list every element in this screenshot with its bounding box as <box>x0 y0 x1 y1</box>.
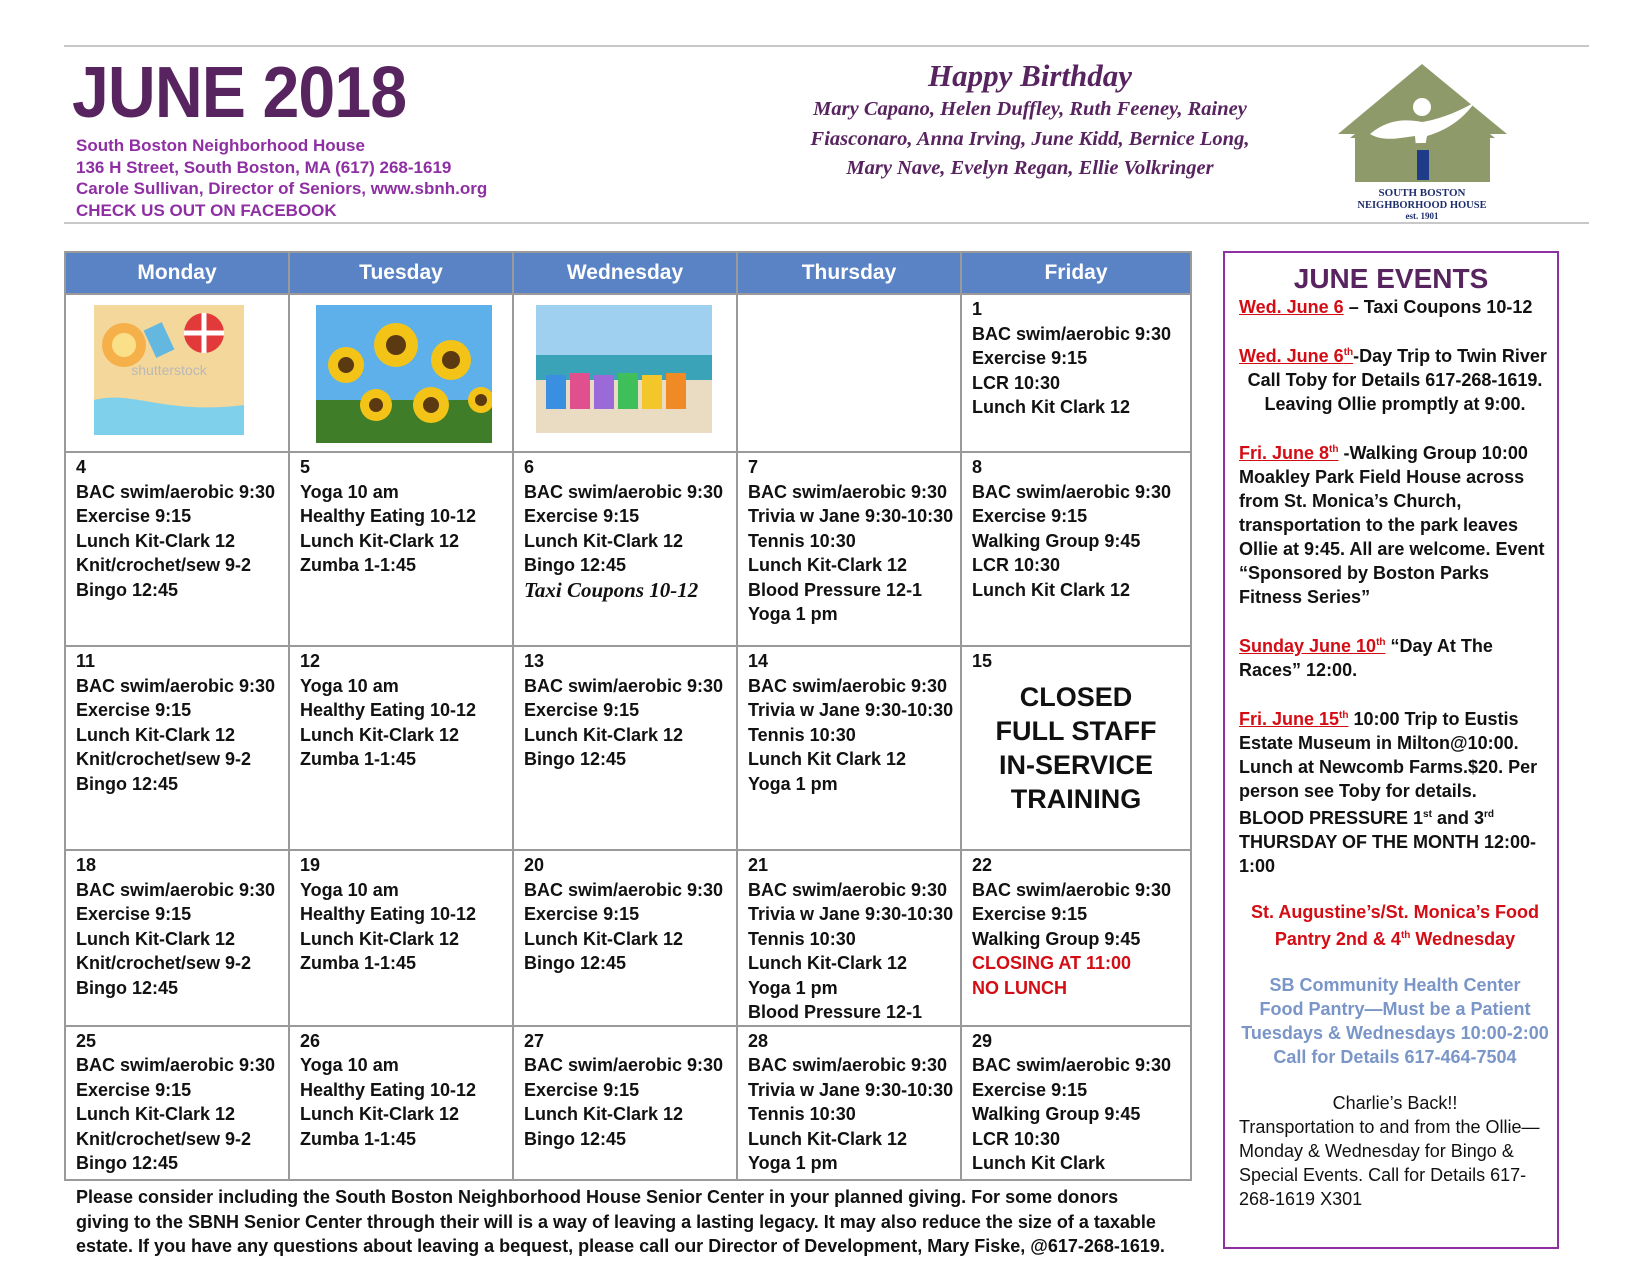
activity: BAC swim/aerobic 9:30 <box>748 481 948 502</box>
cell-week4-thursday <box>737 850 961 1026</box>
org-name: South Boston Neighborhood House <box>76 136 365 155</box>
activity: Exercise 9:15 <box>524 1079 640 1100</box>
activity: Knit/crochet/sew 9-2 <box>76 1128 252 1149</box>
activity: BAC swim/aerobic 9:30 <box>524 675 724 696</box>
activity: BAC swim/aerobic 9:30 <box>524 481 724 502</box>
date-number: 22 <box>972 855 993 875</box>
activity: Zumba 1-1:45 <box>300 749 417 769</box>
activity: Exercise 9:15 <box>972 904 1088 924</box>
date-number: 6 <box>524 457 535 477</box>
charlie-line: 268-1619 X301 <box>1239 1189 1363 1209</box>
event-date-sup: th <box>1343 347 1354 358</box>
event-detail: Moakley Park Field House across <box>1239 467 1525 487</box>
event-date-sup: th <box>1339 710 1349 721</box>
event-taxi-coupons <box>1225 295 1557 319</box>
footer-line: giving to the SBNH Senior Center through their will is a way of leaving a lasting legacy. It may also reduce the size of a taxable <box>76 1211 1156 1232</box>
activity: Lunch Kit-Clark 12 <box>748 953 908 973</box>
event-text: -Walking Group 10:00 <box>1338 443 1528 463</box>
date-number: 25 <box>76 1030 97 1051</box>
activity: Exercise 9:15 <box>76 1079 192 1100</box>
event-day-at-races <box>1225 631 1557 682</box>
charlie-line: Special Events. Call for Details 617- <box>1239 1165 1527 1185</box>
event-text: -Day Trip to Twin River <box>1353 346 1547 366</box>
activity: Tennis 10:30 <box>748 928 856 949</box>
bp-text: and 3 <box>1431 808 1484 828</box>
activity: Healthy Eating 10-12 <box>300 1079 477 1100</box>
cell-week1-tuesday <box>289 294 513 452</box>
cell-week5-monday <box>65 1026 289 1180</box>
cell-week5-tuesday <box>289 1026 513 1180</box>
page-title: JUNE 2018 <box>72 53 407 133</box>
activity: Knit/crochet/sew 9-2 <box>76 555 252 575</box>
activity: Tennis 10:30 <box>748 724 856 745</box>
activity: Zumba 1-1:45 <box>300 555 417 575</box>
event-detail: Fitness Series” <box>1239 587 1371 607</box>
birthday-names-3: Mary Nave, Evelyn Regan, Ellie Volkringer <box>846 157 1214 179</box>
activity: Lunch Kit-Clark 12 <box>524 928 684 949</box>
event-date: Wed. June 6 <box>1239 297 1344 317</box>
activity: Yoga 10 am <box>300 481 399 502</box>
activity: Exercise 9:15 <box>524 700 640 720</box>
header-tuesday: Tuesday <box>289 252 513 294</box>
activity: Bingo 12:45 <box>76 1153 179 1173</box>
activity: Lunch Kit Clark <box>972 1153 1106 1173</box>
activity: BAC swim/aerobic 9:30 <box>972 879 1172 900</box>
activity: Lunch Kit-Clark 12 <box>300 530 460 551</box>
charlie-title: Charlie’s Back!! <box>1332 1093 1458 1113</box>
birthday-names-1: Mary Capano, Helen Duffley, Ruth Feeney, Rainey <box>813 98 1247 120</box>
birthday-block <box>760 58 1300 183</box>
event-date <box>1239 443 1338 463</box>
activity: LCR 10:30 <box>972 1128 1061 1149</box>
date-number: 8 <box>972 457 983 477</box>
date-number: 19 <box>300 855 321 875</box>
event-detail: Lunch at Newcomb Farms.$20. Per <box>1239 757 1538 777</box>
activity: BAC swim/aerobic 9:30 <box>748 879 948 900</box>
event-detail: Call Toby for Details 617-268-1619. <box>1247 370 1543 390</box>
pantry-text: Wednesday <box>1410 929 1516 949</box>
activity: Zumba 1-1:45 <box>300 1128 417 1149</box>
event-date-text: Sunday June 10 <box>1239 636 1377 656</box>
date-number: 11 <box>76 651 96 671</box>
date-number: 5 <box>300 457 311 477</box>
activity: Lunch Kit-Clark 12 <box>76 1104 236 1124</box>
activity: Knit/crochet/sew 9-2 <box>76 749 252 769</box>
logo-line-1: SOUTH BOSTON <box>1378 187 1466 199</box>
event-date-text: Fri. June 15 <box>1239 709 1340 729</box>
header-thursday: Thursday <box>737 252 961 294</box>
bp-sup: st <box>1423 809 1432 820</box>
event-detail: 1:00 <box>1239 856 1276 876</box>
cell-week3-thursday <box>737 646 961 850</box>
health-line: Tuesdays & Wednesdays 10:00-2:00 <box>1241 1023 1549 1043</box>
beach-umbrella-image <box>94 305 244 435</box>
cell-week2-tuesday <box>289 452 513 646</box>
pantry-text: Pantry 2nd & 4 <box>1274 929 1401 949</box>
event-detail: THURSDAY OF THE MONTH 12:00- <box>1239 832 1537 852</box>
closed-line: FULL STAFF <box>995 715 1157 746</box>
event-text: “Day At The <box>1385 636 1493 656</box>
planned-giving-note <box>76 1185 1176 1259</box>
logo-line-3: est. 1901 <box>1405 211 1439 221</box>
event-detail: Races” 12:00. <box>1239 660 1358 680</box>
header-monday: Monday <box>65 252 289 294</box>
activity: Bingo 12:45 <box>76 579 179 600</box>
activity: Lunch Kit-Clark 12 <box>524 724 684 745</box>
activity: Lunch Kit Clark 12 <box>972 397 1131 417</box>
activity: Bingo 12:45 <box>76 977 179 998</box>
activity: LCR 10:30 <box>972 372 1061 393</box>
event-date-sup: th <box>1329 444 1339 455</box>
pantry-line: St. Augustine’s/St. Monica’s Food <box>1250 902 1539 922</box>
activity: Lunch Kit-Clark 12 <box>300 724 460 745</box>
date-number: 1 <box>972 299 983 319</box>
closed-line: TRAINING <box>1010 783 1142 814</box>
activity: Lunch Kit-Clark 12 <box>748 555 908 575</box>
closed-line: CLOSED <box>1019 681 1133 712</box>
event-date-sup: th <box>1376 637 1386 648</box>
blood-pressure-note <box>1239 803 1551 830</box>
activity: Trivia w Jane 9:30-10:30 <box>748 700 954 720</box>
activity: BAC swim/aerobic 9:30 <box>972 323 1172 344</box>
header-friday: Friday <box>961 252 1191 294</box>
top-divider <box>64 45 1589 47</box>
activity: BAC swim/aerobic 9:30 <box>524 879 724 900</box>
activity: Knit/crochet/sew 9-2 <box>76 953 252 973</box>
event-detail: “Sponsored by Boston Parks <box>1239 563 1490 583</box>
header-wednesday: Wednesday <box>513 252 737 294</box>
cell-week3-tuesday <box>289 646 513 850</box>
date-number: 21 <box>748 855 769 875</box>
cell-week1-monday <box>65 294 289 452</box>
activity: BAC swim/aerobic 9:30 <box>972 1055 1172 1075</box>
cell-week1-wednesday <box>513 294 737 452</box>
activity: Yoga 10 am <box>300 1055 399 1075</box>
date-number: 13 <box>524 651 545 671</box>
activity: Lunch Kit-Clark 12 <box>748 1128 908 1149</box>
activity: Yoga 1 pm <box>748 604 838 624</box>
food-pantry-note <box>1225 900 1557 951</box>
date-number: 14 <box>748 651 769 671</box>
activity: Lunch Kit-Clark 12 <box>300 928 460 949</box>
taxi-coupons-note: Taxi Coupons 10-12 <box>524 577 699 602</box>
birthday-heading: Happy Birthday <box>927 58 1133 93</box>
date-number: 29 <box>972 1030 993 1051</box>
date-number: 4 <box>76 457 87 477</box>
activity: Yoga 10 am <box>300 675 399 696</box>
event-eustis-trip <box>1225 704 1557 878</box>
activity: Tennis 10:30 <box>748 1104 856 1124</box>
activity: Lunch Kit Clark 12 <box>972 579 1131 600</box>
activity: Blood Pressure 12-1 <box>748 1002 923 1022</box>
date-number: 18 <box>76 855 97 875</box>
health-line: SB Community Health Center <box>1269 975 1521 995</box>
activity: Lunch Kit-Clark 12 <box>76 724 236 745</box>
activity: Walking Group 9:45 <box>972 1104 1141 1124</box>
activity: Lunch Kit-Clark 12 <box>524 1104 684 1124</box>
event-date-text: Wed. June 6 <box>1239 346 1344 366</box>
activity: Lunch Kit-Clark 12 <box>76 928 236 949</box>
date-number: 26 <box>300 1030 321 1051</box>
cell-week3-wednesday <box>513 646 737 850</box>
charlie-note <box>1225 1091 1557 1211</box>
sunflowers-image <box>316 305 492 443</box>
activity: Yoga 1 pm <box>748 773 838 794</box>
cell-week1-thursday <box>737 294 961 452</box>
date-number: 7 <box>748 457 759 477</box>
activity: Trivia w Jane 9:30-10:30 <box>748 506 954 526</box>
cell-week4-wednesday <box>513 850 737 1026</box>
activity: Tennis 10:30 <box>748 530 856 551</box>
cell-week4-friday <box>961 850 1191 1026</box>
event-detail: Ollie at 9:45. All are welcome. Event <box>1239 539 1545 559</box>
cell-week3-friday <box>961 646 1191 850</box>
activity: Bingo 12:45 <box>524 749 627 769</box>
activity: Exercise 9:15 <box>76 506 192 526</box>
activity: Trivia w Jane 9:30-10:30 <box>748 904 954 924</box>
activity: LCR 10:30 <box>972 555 1061 575</box>
activity: Yoga 10 am <box>300 879 399 900</box>
date-number: 20 <box>524 855 545 875</box>
cell-week2-monday <box>65 452 289 646</box>
activity: Exercise 9:15 <box>972 506 1088 526</box>
activity: BAC swim/aerobic 9:30 <box>76 1055 276 1075</box>
event-detail: Leaving Ollie promptly at 9:00. <box>1264 394 1526 414</box>
event-text: 10:00 Trip to Eustis <box>1348 709 1519 729</box>
beach-chairs-image <box>536 305 712 433</box>
activity: Yoga 1 pm <box>748 977 838 998</box>
activity: BAC swim/aerobic 9:30 <box>748 675 948 696</box>
health-line: Call for Details 617-464-7504 <box>1273 1047 1517 1067</box>
activity: BAC swim/aerobic 9:30 <box>972 481 1172 502</box>
activity: BAC swim/aerobic 9:30 <box>76 481 276 502</box>
activity: Yoga 1 pm <box>748 1153 838 1173</box>
event-walking-group <box>1225 438 1557 609</box>
date-number: 27 <box>524 1030 545 1051</box>
no-lunch-notice: NO LUNCH <box>972 977 1067 998</box>
calendar-table <box>64 251 1192 1181</box>
event-text: – Taxi Coupons 10-12 <box>1343 297 1533 317</box>
pantry-sup: th <box>1400 930 1411 941</box>
date-number: 28 <box>748 1030 769 1051</box>
watermark-text: shutterstock <box>131 362 207 378</box>
activity: BAC swim/aerobic 9:30 <box>76 879 276 900</box>
event-date <box>1239 636 1386 656</box>
birthday-names-2: Fiasconaro, Anna Irving, June Kidd, Bernice Long, <box>810 127 1250 150</box>
event-date-text: Fri. June 8 <box>1239 443 1330 463</box>
date-number: 12 <box>300 651 321 671</box>
cell-week2-friday <box>961 452 1191 646</box>
activity: BAC swim/aerobic 9:30 <box>76 675 276 696</box>
bp-sup: rd <box>1483 809 1494 820</box>
activity: BAC swim/aerobic 9:30 <box>748 1055 948 1075</box>
cell-week5-wednesday <box>513 1026 737 1180</box>
event-date <box>1239 709 1349 729</box>
org-address: 136 H Street, South Boston, MA (617) 268-1619 <box>76 157 452 177</box>
activity: Bingo 12:45 <box>76 773 179 794</box>
cell-week4-tuesday <box>289 850 513 1026</box>
logo-line-2: NEIGHBORHOOD HOUSE <box>1357 200 1487 211</box>
activity: Exercise 9:15 <box>972 1079 1088 1100</box>
activity: Lunch Kit Clark 12 <box>748 749 907 769</box>
health-center-note <box>1225 973 1557 1069</box>
org-director: Carole Sullivan, Director of Seniors, www.sbnh.org <box>76 179 488 198</box>
cell-week2-thursday <box>737 452 961 646</box>
event-detail: Estate Museum in Milton@10:00. <box>1239 733 1519 753</box>
bp-text: BLOOD PRESSURE 1 <box>1239 808 1424 828</box>
activity: Exercise 9:15 <box>76 904 192 924</box>
activity: Healthy Eating 10-12 <box>300 904 477 924</box>
header-divider <box>64 222 1589 224</box>
activity: Lunch Kit-Clark 12 <box>76 530 236 551</box>
events-heading: JUNE EVENTS <box>1293 263 1489 294</box>
activity: Bingo 12:45 <box>524 555 627 575</box>
date-number: 15 <box>972 651 993 671</box>
activity: Trivia w Jane 9:30-10:30 <box>748 1079 954 1100</box>
activity: Walking Group 9:45 <box>972 928 1141 949</box>
activity: Exercise 9:15 <box>524 506 640 526</box>
june-events-panel <box>1223 251 1559 1249</box>
footer-line: Please consider including the South Boston Neighborhood House Senior Center in your planned giving. For some donors <box>76 1187 1119 1207</box>
cell-week1-friday <box>961 294 1191 452</box>
event-detail: transportation to the park leaves <box>1239 515 1519 535</box>
footer-line: estate. If you have any questions about leaving a bequest, please call our Director of Development, Mary Fiske, @617-268-1619. <box>76 1236 1165 1256</box>
activity: Lunch Kit-Clark 12 <box>300 1104 460 1124</box>
facebook-note: CHECK US OUT ON FACEBOOK <box>76 200 337 220</box>
activity: Healthy Eating 10-12 <box>300 700 477 720</box>
cell-week3-monday <box>65 646 289 850</box>
org-info <box>76 135 487 221</box>
health-line: Food Pantry—Must be a Patient <box>1259 999 1531 1019</box>
activity: Bingo 12:45 <box>524 1128 627 1149</box>
closed-notice <box>962 680 1190 816</box>
event-detail: person see Toby for details. <box>1239 781 1477 801</box>
event-twin-river <box>1225 341 1557 416</box>
activity: Lunch Kit-Clark 12 <box>524 530 684 551</box>
cell-week4-monday <box>65 850 289 1026</box>
charlie-line: Transportation to and from the Ollie— <box>1239 1117 1540 1137</box>
activity: BAC swim/aerobic 9:30 <box>524 1055 724 1075</box>
activity: Exercise 9:15 <box>76 700 192 720</box>
pantry-line <box>1239 924 1551 951</box>
charlie-line: Monday & Wednesday for Bingo & <box>1239 1141 1514 1161</box>
event-detail: from St. Monica’s Church, <box>1239 491 1462 511</box>
activity: Bingo 12:45 <box>524 953 627 973</box>
activity: Exercise 9:15 <box>524 904 640 924</box>
sbnh-logo <box>1335 62 1510 222</box>
cell-week5-friday <box>961 1026 1191 1180</box>
activity: Exercise 9:15 <box>972 348 1088 368</box>
activity: Zumba 1-1:45 <box>300 953 417 973</box>
closing-notice: CLOSING AT 11:00 <box>972 953 1132 973</box>
activity: Blood Pressure 12-1 <box>748 579 923 600</box>
activity: Walking Group 9:45 <box>972 530 1141 551</box>
event-date <box>1239 346 1353 366</box>
closed-line: IN-SERVICE <box>998 749 1154 780</box>
cell-week2-wednesday <box>513 452 737 646</box>
activity: Healthy Eating 10-12 <box>300 506 477 526</box>
cell-week5-thursday <box>737 1026 961 1180</box>
